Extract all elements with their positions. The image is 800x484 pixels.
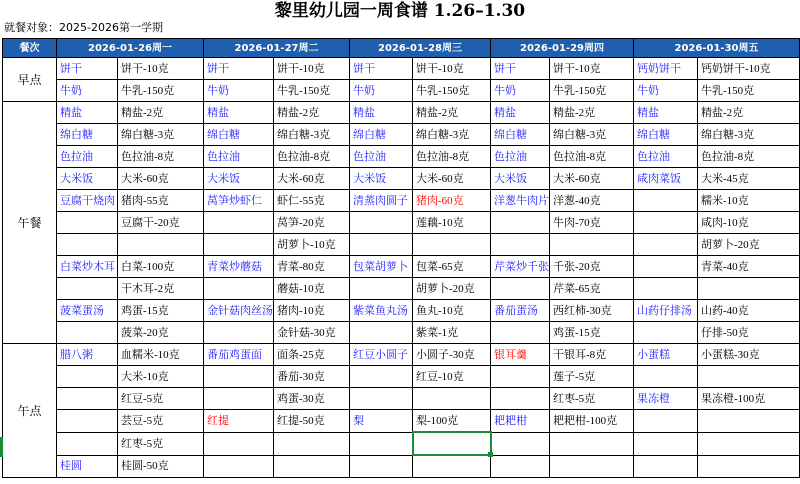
ingredient-cell[interactable]: 青菜-80克 <box>274 256 350 278</box>
dish-cell[interactable] <box>634 366 698 388</box>
ingredient-cell[interactable]: 包菜-65克 <box>413 256 491 278</box>
dish-cell[interactable] <box>204 212 274 234</box>
dish-cell[interactable] <box>57 234 118 256</box>
ingredient-cell[interactable]: 大米-60克 <box>274 168 350 190</box>
ingredient-cell[interactable]: 猪肉-10克 <box>274 300 350 322</box>
dish-cell[interactable]: 精盐 <box>634 102 698 124</box>
ingredient-cell[interactable]: 红提-50克 <box>274 410 350 433</box>
dish-cell[interactable]: 饼干 <box>204 58 274 80</box>
dish-cell[interactable]: 白菜炒木耳 <box>57 256 118 278</box>
ingredient-cell[interactable]: 金针菇-30克 <box>274 322 350 344</box>
ingredient-cell[interactable] <box>274 432 350 455</box>
dish-cell[interactable] <box>350 278 413 300</box>
ingredient-cell[interactable]: 血糯米-10克 <box>118 344 204 366</box>
dish-cell[interactable]: 山药仔排汤 <box>634 300 698 322</box>
dish-cell[interactable] <box>634 190 698 212</box>
day-header[interactable]: 2026-01-26周一 <box>57 39 204 58</box>
ingredient-cell[interactable]: 梨-100克 <box>413 410 491 433</box>
dish-cell[interactable] <box>57 388 118 410</box>
ingredient-cell[interactable] <box>698 278 800 300</box>
ingredient-cell[interactable]: 仔排-50克 <box>698 322 800 344</box>
dish-cell[interactable]: 果冻橙 <box>634 388 698 410</box>
ingredient-cell[interactable]: 桂圆-50克 <box>118 455 204 478</box>
ingredient-cell[interactable]: 精盐-2克 <box>118 102 204 124</box>
ingredient-cell[interactable]: 莲藕-10克 <box>413 212 491 234</box>
dish-cell[interactable] <box>634 322 698 344</box>
ingredient-cell[interactable]: 菠菜-20克 <box>118 322 204 344</box>
ingredient-cell[interactable]: 鸡蛋-30克 <box>274 388 350 410</box>
ingredient-cell[interactable]: 干银耳-8克 <box>550 344 634 366</box>
ingredient-cell[interactable]: 牛乳-150克 <box>118 80 204 102</box>
dish-cell[interactable]: 红豆小圆子 <box>350 344 413 366</box>
table-row <box>3 102 800 124</box>
ingredient-cell[interactable]: 莲子-5克 <box>550 366 634 388</box>
ingredient-cell[interactable]: 虾仁-55克 <box>274 190 350 212</box>
meal-label-snack[interactable]: 午点 <box>3 344 57 478</box>
ingredient-cell[interactable]: 大米-45克 <box>698 168 800 190</box>
dish-cell[interactable]: 豆腐干烧肉 <box>57 190 118 212</box>
ingredient-cell[interactable]: 青菜-40克 <box>698 256 800 278</box>
ingredient-cell[interactable]: 牛乳-150克 <box>698 80 800 102</box>
ingredient-cell[interactable] <box>698 432 800 455</box>
ingredient-cell[interactable] <box>413 234 491 256</box>
table-row <box>3 146 800 168</box>
table-row <box>3 432 800 455</box>
ingredient-cell[interactable]: 红豆-5克 <box>118 388 204 410</box>
dish-cell[interactable] <box>204 366 274 388</box>
dish-cell[interactable] <box>634 212 698 234</box>
table-row <box>3 80 800 102</box>
table-row <box>3 212 800 234</box>
ingredient-cell[interactable]: 色拉油-8克 <box>698 146 800 168</box>
dish-cell[interactable]: 绵白糖 <box>491 124 550 146</box>
ingredient-cell[interactable]: 饼干-10克 <box>118 58 204 80</box>
ingredient-cell[interactable]: 白菜-100克 <box>118 256 204 278</box>
menu-table <box>2 38 800 478</box>
ingredient-cell[interactable]: 色拉油-8克 <box>274 146 350 168</box>
dish-cell[interactable] <box>491 234 550 256</box>
ingredient-cell[interactable] <box>550 234 634 256</box>
dish-cell[interactable]: 红提 <box>204 410 274 433</box>
dish-cell[interactable] <box>491 366 550 388</box>
ingredient-cell[interactable]: 牛肉-70克 <box>550 212 634 234</box>
dish-cell[interactable]: 色拉油 <box>350 146 413 168</box>
dish-cell[interactable] <box>634 432 698 455</box>
dish-cell[interactable]: 饼干 <box>350 58 413 80</box>
ingredient-cell[interactable]: 牛乳-150克 <box>413 80 491 102</box>
dish-cell[interactable]: 绵白糖 <box>634 124 698 146</box>
dish-cell[interactable] <box>634 410 698 433</box>
ingredient-cell[interactable]: 饼干-10克 <box>274 58 350 80</box>
dish-cell[interactable]: 牛奶 <box>57 80 118 102</box>
dish-cell[interactable]: 钙奶饼干 <box>634 58 698 80</box>
dish-cell[interactable]: 咸肉菜饭 <box>634 168 698 190</box>
ingredient-cell[interactable]: 大米-60克 <box>413 168 491 190</box>
dish-cell[interactable]: 芹菜炒千张 <box>491 256 550 278</box>
ingredient-cell[interactable] <box>413 432 491 455</box>
diners-target: 就餐对象：2025-2026第一学期 <box>4 21 163 34</box>
ingredient-cell[interactable] <box>274 455 350 478</box>
dish-cell[interactable] <box>57 278 118 300</box>
row-selection-marker <box>0 437 3 457</box>
dish-cell[interactable]: 绵白糖 <box>204 124 274 146</box>
ingredient-cell[interactable]: 精盐-2克 <box>274 102 350 124</box>
dish-cell[interactable] <box>350 234 413 256</box>
ingredient-cell[interactable]: 莴笋-20克 <box>274 212 350 234</box>
ingredient-cell[interactable]: 面条-25克 <box>274 344 350 366</box>
dish-cell[interactable] <box>491 278 550 300</box>
dish-cell[interactable]: 牛奶 <box>350 80 413 102</box>
ingredient-cell[interactable]: 大米-60克 <box>118 168 204 190</box>
table-row <box>3 278 800 300</box>
day-header[interactable]: 2026-01-29周四 <box>491 39 634 58</box>
meal-label-lunch[interactable]: 午餐 <box>3 102 57 344</box>
ingredient-cell[interactable]: 饼干-10克 <box>550 58 634 80</box>
dish-cell[interactable]: 饼干 <box>57 58 118 80</box>
ingredient-cell[interactable]: 牛乳-150克 <box>550 80 634 102</box>
dish-cell[interactable] <box>350 432 413 455</box>
ingredient-cell[interactable]: 干木耳-2克 <box>118 278 204 300</box>
dish-cell[interactable]: 洋葱牛肉片 <box>491 190 550 212</box>
dish-cell[interactable] <box>204 322 274 344</box>
dish-cell[interactable]: 精盐 <box>491 102 550 124</box>
ingredient-cell[interactable]: 红枣-5克 <box>550 388 634 410</box>
ingredient-cell[interactable]: 牛乳-150克 <box>274 80 350 102</box>
ingredient-cell[interactable]: 大米-10克 <box>118 366 204 388</box>
dish-cell[interactable] <box>57 410 118 433</box>
dish-cell[interactable]: 饼干 <box>491 58 550 80</box>
ingredient-cell[interactable]: 胡萝卜-10克 <box>274 234 350 256</box>
header-row <box>3 39 800 58</box>
dish-cell[interactable]: 耙耙柑 <box>491 410 550 433</box>
ingredient-cell[interactable]: 芹菜-65克 <box>550 278 634 300</box>
ingredient-cell[interactable]: 色拉油-8克 <box>118 146 204 168</box>
dish-cell[interactable] <box>491 432 550 455</box>
dish-cell[interactable] <box>491 322 550 344</box>
dish-cell[interactable] <box>204 234 274 256</box>
ingredient-cell[interactable]: 饼干-10克 <box>413 58 491 80</box>
dish-cell[interactable]: 小蛋糕 <box>634 344 698 366</box>
ingredient-cell[interactable]: 芸豆-5克 <box>118 410 204 433</box>
ingredient-cell[interactable]: 色拉油-8克 <box>413 146 491 168</box>
ingredient-cell[interactable]: 猪肉-55克 <box>118 190 204 212</box>
ingredient-cell[interactable]: 钙奶饼干-10克 <box>698 58 800 80</box>
ingredient-cell[interactable]: 鱼丸-10克 <box>413 300 491 322</box>
dish-cell[interactable] <box>350 388 413 410</box>
dish-cell[interactable]: 桂圆 <box>57 455 118 478</box>
dish-cell[interactable]: 梨 <box>350 410 413 433</box>
table-row <box>3 322 800 344</box>
dish-cell[interactable]: 牛奶 <box>204 80 274 102</box>
day-header[interactable]: 2026-01-30周五 <box>634 39 800 58</box>
ingredient-cell[interactable]: 绵白糖-3克 <box>413 124 491 146</box>
ingredient-cell[interactable]: 咸肉-10克 <box>698 212 800 234</box>
ingredient-cell[interactable] <box>550 455 634 478</box>
dish-cell[interactable] <box>350 212 413 234</box>
dish-cell[interactable] <box>491 212 550 234</box>
table-row <box>3 256 800 278</box>
dish-cell[interactable]: 番茄蛋汤 <box>491 300 550 322</box>
dish-cell[interactable] <box>634 455 698 478</box>
dish-cell[interactable]: 大米饭 <box>204 168 274 190</box>
ingredient-cell[interactable] <box>698 455 800 478</box>
dish-cell[interactable] <box>57 432 118 455</box>
ingredient-cell[interactable]: 精盐-2克 <box>698 102 800 124</box>
dish-cell[interactable]: 精盐 <box>350 102 413 124</box>
ingredient-cell[interactable]: 胡萝卜-20克 <box>698 234 800 256</box>
dish-cell[interactable]: 色拉油 <box>491 146 550 168</box>
table-row <box>3 58 800 80</box>
table-row <box>3 168 800 190</box>
ingredient-cell[interactable]: 绵白糖-3克 <box>274 124 350 146</box>
ingredient-cell[interactable]: 猪肉-60克 <box>413 190 491 212</box>
dish-cell[interactable] <box>204 432 274 455</box>
day-header[interactable]: 2026-01-28周三 <box>350 39 491 58</box>
table-row <box>3 455 800 478</box>
ingredient-cell[interactable]: 紫菜-1克 <box>413 322 491 344</box>
dish-cell[interactable]: 菠菜蛋汤 <box>57 300 118 322</box>
dish-cell[interactable]: 绵白糖 <box>350 124 413 146</box>
ingredient-cell[interactable]: 糯米-10克 <box>698 190 800 212</box>
table-row <box>3 190 800 212</box>
ingredient-cell[interactable] <box>413 455 491 478</box>
dish-cell[interactable]: 精盐 <box>57 102 118 124</box>
dish-cell[interactable]: 色拉油 <box>57 146 118 168</box>
dish-cell[interactable] <box>204 388 274 410</box>
ingredient-cell[interactable]: 洋葱-40克 <box>550 190 634 212</box>
dish-cell[interactable]: 牛奶 <box>491 80 550 102</box>
ingredient-cell[interactable]: 小蛋糕-30克 <box>698 344 800 366</box>
ingredient-cell[interactable]: 精盐-2克 <box>413 102 491 124</box>
ingredient-cell[interactable]: 小圆子-30克 <box>413 344 491 366</box>
page-title: 黎里幼儿园一周食谱 1.26–1.30 <box>274 1 526 21</box>
ingredient-cell[interactable] <box>413 388 491 410</box>
ingredient-cell[interactable]: 胡萝卜-20克 <box>413 278 491 300</box>
dish-cell[interactable]: 清蒸肉圆子 <box>350 190 413 212</box>
dish-cell[interactable] <box>350 366 413 388</box>
dish-cell[interactable]: 银耳羹 <box>491 344 550 366</box>
ingredient-cell[interactable]: 绵白糖-3克 <box>550 124 634 146</box>
dish-cell[interactable]: 大米饭 <box>491 168 550 190</box>
dish-cell[interactable]: 精盐 <box>204 102 274 124</box>
ingredient-cell[interactable]: 红枣-5克 <box>118 432 204 455</box>
dish-cell[interactable]: 色拉油 <box>634 146 698 168</box>
dish-cell[interactable] <box>57 212 118 234</box>
ingredient-cell[interactable]: 大米-60克 <box>550 168 634 190</box>
dish-cell[interactable] <box>491 455 550 478</box>
dish-cell[interactable] <box>350 455 413 478</box>
dish-cell[interactable] <box>204 278 274 300</box>
dish-cell[interactable] <box>57 366 118 388</box>
dish-cell[interactable]: 金针菇肉丝汤 <box>204 300 274 322</box>
dish-cell[interactable] <box>634 234 698 256</box>
dish-cell[interactable]: 大米饭 <box>57 168 118 190</box>
table-row <box>3 124 800 146</box>
ingredient-cell[interactable] <box>118 234 204 256</box>
dish-cell[interactable]: 腊八粥 <box>57 344 118 366</box>
dish-cell[interactable] <box>634 278 698 300</box>
ingredient-cell[interactable] <box>698 366 800 388</box>
table-row <box>3 388 800 410</box>
dish-cell[interactable] <box>57 322 118 344</box>
ingredient-cell[interactable]: 番茄-30克 <box>274 366 350 388</box>
ingredient-cell[interactable]: 西红柿-30克 <box>550 300 634 322</box>
dish-cell[interactable]: 番茄鸡蛋面 <box>204 344 274 366</box>
ingredient-cell[interactable] <box>698 410 800 433</box>
day-header[interactable]: 2026-01-27周二 <box>204 39 350 58</box>
dish-cell[interactable]: 色拉油 <box>204 146 274 168</box>
ingredient-cell[interactable]: 绵白糖-3克 <box>118 124 204 146</box>
ingredient-cell[interactable]: 豆腐干-20克 <box>118 212 204 234</box>
ingredient-cell[interactable]: 绵白糖-3克 <box>698 124 800 146</box>
dish-cell[interactable]: 牛奶 <box>634 80 698 102</box>
table-row <box>3 234 800 256</box>
ingredient-cell[interactable] <box>550 432 634 455</box>
dish-cell[interactable]: 大米饭 <box>350 168 413 190</box>
ingredient-cell[interactable]: 千张-20克 <box>550 256 634 278</box>
ingredient-cell[interactable]: 耙耙柑-100克 <box>550 410 634 433</box>
dish-cell[interactable] <box>634 256 698 278</box>
ingredient-cell[interactable]: 蘑菇-10克 <box>274 278 350 300</box>
dish-cell[interactable]: 莴笋炒虾仁 <box>204 190 274 212</box>
ingredient-cell[interactable]: 红豆-10克 <box>413 366 491 388</box>
table-row <box>3 366 800 388</box>
dish-cell[interactable]: 青菜炒蘑菇 <box>204 256 274 278</box>
ingredient-cell[interactable]: 鸡蛋-15克 <box>550 322 634 344</box>
ingredient-cell[interactable]: 果冻橙-100克 <box>698 388 800 410</box>
ingredient-cell[interactable]: 色拉油-8克 <box>550 146 634 168</box>
ingredient-cell[interactable]: 鸡蛋-15克 <box>118 300 204 322</box>
selection-fill-handle[interactable] <box>488 452 493 457</box>
dish-cell[interactable]: 绵白糖 <box>57 124 118 146</box>
ingredient-cell[interactable]: 山药-40克 <box>698 300 800 322</box>
table-row <box>3 344 800 366</box>
table-row <box>3 410 800 433</box>
dish-cell[interactable] <box>204 455 274 478</box>
meal-header[interactable]: 餐次 <box>3 39 57 58</box>
dish-cell[interactable]: 包菜胡萝卜 <box>350 256 413 278</box>
ingredient-cell[interactable]: 精盐-2克 <box>550 102 634 124</box>
dish-cell[interactable] <box>350 322 413 344</box>
dish-cell[interactable] <box>491 388 550 410</box>
dish-cell[interactable]: 紫菜鱼丸汤 <box>350 300 413 322</box>
table-row <box>3 300 800 322</box>
meal-label-breakfast[interactable]: 早点 <box>3 58 57 102</box>
